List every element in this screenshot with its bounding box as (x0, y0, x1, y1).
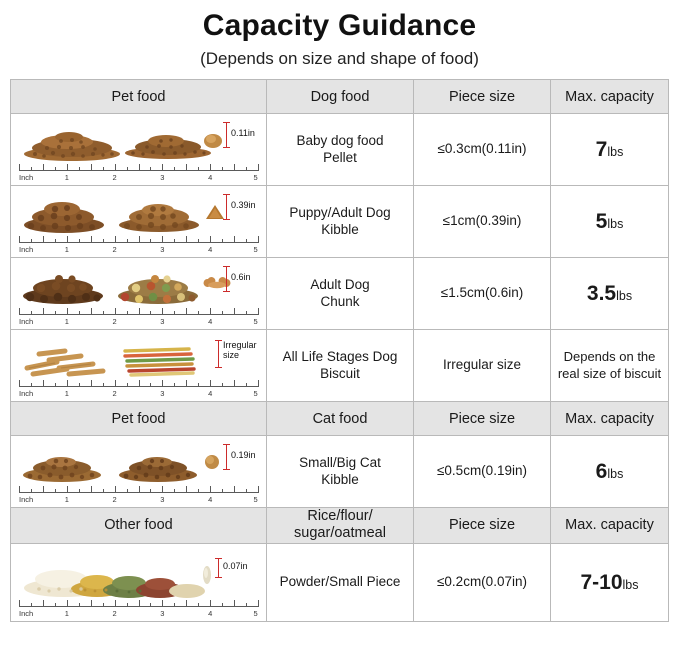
piece-size-cell: ≤0.5cm(0.19in) (414, 436, 551, 508)
food-photo-cell (11, 114, 267, 186)
header-pet-food: Pet food (11, 80, 267, 114)
ruler-tick-2: 2 (112, 245, 117, 254)
ruler-unit-label: Inch (19, 173, 34, 182)
dimension-label-line2: size (223, 350, 240, 361)
piece-size-cell: ≤0.3cm(0.11in) (414, 114, 551, 186)
table-row (11, 543, 669, 621)
food-photo-cell (11, 436, 267, 508)
table-row (11, 330, 669, 402)
single-cat-kibble-icon (202, 451, 222, 471)
header-rice-flour (267, 508, 414, 544)
table-header-cat (11, 402, 669, 436)
capacity-unit: lbs (607, 466, 624, 481)
ruler-tick-5: 5 (253, 389, 258, 398)
grains-piles-icon (19, 552, 209, 600)
table-row (11, 258, 669, 330)
ruler-tick-2: 2 (112, 608, 117, 618)
ruler-tick-5: 5 (253, 173, 258, 182)
dimension-line (218, 340, 219, 368)
ruler-tick-3: 3 (160, 389, 165, 398)
food-photo-cell (11, 543, 267, 621)
capacity-cell (551, 114, 669, 186)
single-grain-icon (200, 563, 214, 587)
header-max-capacity: Max. capacity (551, 508, 669, 544)
ruler (19, 236, 258, 252)
ruler-tick-3: 3 (160, 245, 165, 254)
dimension-label: 0.07in (223, 560, 248, 571)
ruler-unit-label: Inch (19, 608, 34, 618)
ruler-tick-4: 4 (208, 608, 213, 618)
ruler-unit-label: Inch (19, 245, 34, 254)
ruler-tick-2: 2 (112, 317, 117, 326)
ruler-tick-5: 5 (253, 608, 258, 618)
capacity-table (10, 79, 669, 622)
dimension-line (218, 558, 219, 578)
capacity-unit: lbs (607, 144, 624, 159)
food-type-cell (267, 258, 414, 330)
capacity-unit: lbs (607, 216, 624, 231)
ruler (19, 308, 258, 324)
page-subtitle: (Depends on size and shape of food) (200, 49, 479, 68)
food-type-line1: Adult Dog (310, 276, 370, 292)
pellet-pile-left-icon (17, 121, 127, 161)
sample-piece-wrap (200, 336, 262, 376)
food-type-line2: Biscuit (320, 365, 360, 381)
ruler-tick-3: 3 (160, 608, 165, 618)
piece-size-cell: ≤1.5cm(0.6in) (414, 258, 551, 330)
food-type-cell (267, 330, 414, 402)
capacity-unit: lbs (616, 288, 633, 303)
ruler-tick-4: 4 (208, 495, 213, 504)
page-title: Capacity Guidance (202, 9, 477, 42)
food-type-cell (267, 114, 414, 186)
dimension-label: 0.19in (231, 450, 256, 460)
header-pet-food: Pet food (11, 402, 267, 436)
table-row (11, 436, 669, 508)
capacity-text-line1: Depends on the (563, 348, 656, 364)
dimension-label (223, 340, 257, 361)
dimension-line (226, 194, 227, 220)
header-piece-size: Piece size (414, 80, 551, 114)
cat-kibble-pile-right-icon (115, 445, 201, 483)
ruler (19, 164, 258, 180)
ruler-tick-2: 2 (112, 389, 117, 398)
ruler (19, 600, 258, 616)
capacity-value: 6 (595, 459, 608, 483)
single-kibble-icon (202, 201, 228, 225)
food-type-line1: All Life Stages Dog (282, 348, 398, 364)
capacity-cell (551, 330, 669, 402)
header-rice-line1: Rice/flour/ (307, 508, 373, 524)
colored-sticks-icon (119, 343, 203, 377)
ruler-tick-1: 1 (64, 608, 69, 618)
ruler-tick-1: 1 (64, 317, 69, 326)
chunk-pile-left-icon (19, 265, 107, 305)
sample-piece-wrap (200, 264, 262, 304)
capacity-cell (551, 436, 669, 508)
biscuit-sticks-icon (19, 342, 111, 378)
sample-piece-wrap (200, 120, 262, 160)
single-pellet-icon (202, 129, 224, 151)
ruler-tick-2: 2 (112, 173, 117, 182)
sample-piece-wrap (198, 554, 260, 594)
ruler-tick-4: 4 (208, 317, 213, 326)
cat-kibble-pile-left-icon (19, 445, 105, 483)
ruler-tick-1: 1 (64, 173, 69, 182)
dimension-line (226, 122, 227, 148)
dimension-label: 0.6in (231, 272, 251, 282)
capacity-value: 5 (595, 209, 608, 233)
dimension-line (226, 266, 227, 292)
ruler-tick-5: 5 (253, 245, 258, 254)
food-type-line2: Chunk (320, 293, 360, 309)
sample-piece-wrap (200, 442, 262, 482)
header-piece-size: Piece size (414, 508, 551, 544)
piece-size-cell: ≤0.2cm(0.07in) (414, 543, 551, 621)
dimension-line (226, 444, 227, 470)
header-cat-food: Cat food (267, 402, 414, 436)
dimension-label-line1: Irregular (223, 340, 257, 350)
capacity-value: 7 (595, 137, 608, 161)
kibble-pile-left-icon (19, 192, 109, 234)
sample-piece-wrap (200, 192, 262, 232)
kibble-pile-right-icon (115, 194, 203, 234)
capacity-value: 3.5 (586, 281, 617, 305)
ruler-unit-label: Inch (19, 495, 34, 504)
ruler-tick-3: 3 (160, 173, 165, 182)
table-row (11, 114, 669, 186)
capacity-value: 7-10 (580, 570, 623, 594)
capacity-cell (551, 543, 669, 621)
food-type-line1: Puppy/Adult Dog (289, 204, 391, 220)
piece-size-cell: Irregular size (414, 330, 551, 402)
piece-size-cell: ≤1cm(0.39in) (414, 186, 551, 258)
capacity-unit: lbs (622, 577, 639, 592)
ruler-tick-4: 4 (208, 173, 213, 182)
header-piece-size: Piece size (414, 402, 551, 436)
header-rice-line2: sugar/oatmeal (294, 525, 386, 542)
header-dog-food: Dog food (267, 80, 414, 114)
header-max-capacity: Max. capacity (551, 402, 669, 436)
food-photo-cell (11, 186, 267, 258)
food-photo-cell (11, 330, 267, 402)
ruler-tick-4: 4 (208, 245, 213, 254)
table-header-other (11, 508, 669, 544)
capacity-text-line2: real size of biscuit (557, 365, 662, 381)
capacity-cell (551, 258, 669, 330)
dimension-label: 0.39in (231, 200, 256, 210)
ruler-tick-3: 3 (160, 317, 165, 326)
ruler (19, 486, 258, 502)
ruler-unit-label: Inch (19, 317, 34, 326)
food-type-cell (267, 436, 414, 508)
food-type-cell (267, 186, 414, 258)
ruler-tick-1: 1 (64, 245, 69, 254)
chunk-pile-right-icon (114, 265, 202, 305)
table-header-dog (11, 80, 669, 114)
ruler-tick-5: 5 (253, 317, 258, 326)
ruler-tick-5: 5 (253, 495, 258, 504)
header-max-capacity: Max. capacity (551, 80, 669, 114)
food-type-line2: Kibble (321, 471, 359, 487)
table-row (11, 186, 669, 258)
header-other-food: Other food (11, 508, 267, 544)
ruler-tick-3: 3 (160, 495, 165, 504)
ruler-tick-1: 1 (64, 389, 69, 398)
ruler-unit-label: Inch (19, 389, 34, 398)
ruler-tick-1: 1 (64, 495, 69, 504)
food-type-line2: Kibble (321, 221, 359, 237)
ruler (19, 380, 258, 396)
ruler-tick-4: 4 (208, 389, 213, 398)
food-type-cell: Powder/Small Piece (267, 543, 414, 621)
food-type-line1: Small/Big Cat (299, 454, 381, 470)
ruler-tick-2: 2 (112, 495, 117, 504)
dimension-label: 0.11in (231, 128, 255, 138)
food-type-line2: Pellet (323, 149, 357, 165)
food-type-line1: Baby dog food (296, 132, 384, 148)
food-photo-cell (11, 258, 267, 330)
capacity-cell (551, 186, 669, 258)
